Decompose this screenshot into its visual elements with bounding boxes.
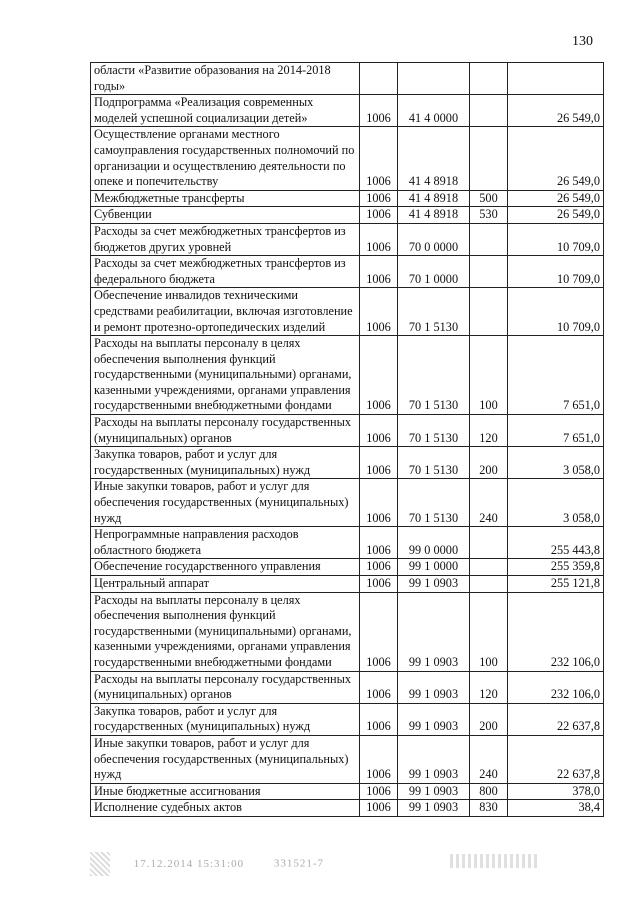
expense-name-cell: Закупка товаров, работ и услуг для государственных (муниципальных) нужд: [91, 447, 360, 479]
amount-cell: 26 549,0: [508, 127, 604, 190]
amount-cell: 26 549,0: [508, 190, 604, 207]
section-code-cell: 1006: [360, 559, 398, 576]
amount-cell: 26 549,0: [508, 95, 604, 127]
expense-type-cell: 240: [470, 735, 508, 783]
target-article-cell: 99 1 0903: [398, 592, 470, 671]
section-code-cell: 1006: [360, 95, 398, 127]
amount-cell: 255 359,8: [508, 559, 604, 576]
section-code-cell: 1006: [360, 735, 398, 783]
target-article-cell: 41 4 8918: [398, 207, 470, 224]
amount-cell: [508, 63, 604, 95]
table-row: [91, 336, 604, 415]
section-code-cell: 1006: [360, 415, 398, 447]
expense-type-cell: [470, 288, 508, 336]
table-row: [91, 671, 604, 703]
table-row: [91, 576, 604, 593]
expense-name-cell: Расходы на выплаты персоналу в целях обеспечения выполнения функций государственными (муниципальными) органами, казенными учреждениями, органами управления государственными внебюджетными фондами: [91, 336, 360, 415]
amount-cell: 10 709,0: [508, 223, 604, 255]
expense-name-cell: Закупка товаров, работ и услуг для государственных (муниципальных) нужд: [91, 703, 360, 735]
table-row: [91, 479, 604, 527]
amount-cell: 7 651,0: [508, 415, 604, 447]
table-row: [91, 207, 604, 224]
target-article-cell: 70 1 5130: [398, 288, 470, 336]
target-article-cell: 99 0 0000: [398, 527, 470, 559]
expense-name-cell: Иные бюджетные ассигнования: [91, 783, 360, 800]
amount-cell: 22 637,8: [508, 703, 604, 735]
section-code-cell: 1006: [360, 671, 398, 703]
expense-type-cell: 240: [470, 479, 508, 527]
table-row: [91, 63, 604, 95]
section-code-cell: 1006: [360, 256, 398, 288]
expense-type-cell: [470, 223, 508, 255]
table-row: [91, 415, 604, 447]
target-article-cell: 70 1 5130: [398, 415, 470, 447]
expense-type-cell: [470, 256, 508, 288]
expense-type-cell: 200: [470, 447, 508, 479]
expense-type-cell: 830: [470, 800, 508, 817]
faded-mark: [450, 854, 540, 868]
table-row: [91, 559, 604, 576]
section-code-cell: 1006: [360, 336, 398, 415]
table-row: [91, 127, 604, 190]
table-row: [91, 783, 604, 800]
scan-footer: [90, 852, 324, 876]
table-row: [91, 800, 604, 817]
table-row: [91, 190, 604, 207]
footer-date: 17.12.2014 15:31:00: [133, 857, 245, 870]
amount-cell: 26 549,0: [508, 207, 604, 224]
target-article-cell: 99 1 0903: [398, 703, 470, 735]
section-code-cell: 1006: [360, 527, 398, 559]
section-code-cell: 1006: [360, 127, 398, 190]
section-code-cell: 1006: [360, 288, 398, 336]
expense-name-cell: Иные закупки товаров, работ и услуг для обеспечения государственных (муниципальных) нужд: [91, 479, 360, 527]
expense-name-cell: Обеспечение инвалидов техническими средствами реабилитации, включая изготовление и ремонт протезно-ортопедических изделий: [91, 288, 360, 336]
table-row: [91, 223, 604, 255]
target-article-cell: 70 1 0000: [398, 256, 470, 288]
section-code-cell: 1006: [360, 800, 398, 817]
amount-cell: 255 443,8: [508, 527, 604, 559]
amount-cell: 232 106,0: [508, 592, 604, 671]
amount-cell: 7 651,0: [508, 336, 604, 415]
target-article-cell: 41 4 8918: [398, 190, 470, 207]
section-code-cell: 1006: [360, 447, 398, 479]
page-number: 130: [572, 34, 593, 49]
expense-type-cell: [470, 95, 508, 127]
expense-type-cell: [470, 576, 508, 593]
amount-cell: 3 058,0: [508, 447, 604, 479]
expense-type-cell: [470, 63, 508, 95]
table-row: [91, 735, 604, 783]
expense-name-cell: Подпрограмма «Реализация современных моделей успешной социализации детей»: [91, 95, 360, 127]
expense-type-cell: 200: [470, 703, 508, 735]
expense-type-cell: 100: [470, 592, 508, 671]
expense-type-cell: [470, 127, 508, 190]
stamp-icon: [90, 852, 110, 876]
amount-cell: 10 709,0: [508, 288, 604, 336]
expense-name-cell: Расходы на выплаты персоналу государственных (муниципальных) органов: [91, 415, 360, 447]
section-code-cell: 1006: [360, 783, 398, 800]
target-article-cell: [398, 63, 470, 95]
budget-table: [90, 62, 604, 817]
target-article-cell: 41 4 0000: [398, 95, 470, 127]
target-article-cell: 99 1 0903: [398, 783, 470, 800]
section-code-cell: 1006: [360, 207, 398, 224]
section-code-cell: 1006: [360, 479, 398, 527]
amount-cell: 38,4: [508, 800, 604, 817]
target-article-cell: 70 1 5130: [398, 479, 470, 527]
target-article-cell: 99 1 0000: [398, 559, 470, 576]
target-article-cell: 99 1 0903: [398, 576, 470, 593]
section-code-cell: 1006: [360, 190, 398, 207]
expense-name-cell: Расходы за счет межбюджетных трансфертов из бюджетов других уровней: [91, 223, 360, 255]
table-row: [91, 703, 604, 735]
expense-name-cell: Обеспечение государственного управления: [91, 559, 360, 576]
table-row: [91, 256, 604, 288]
expense-name-cell: Межбюджетные трансферты: [91, 190, 360, 207]
section-code-cell: 1006: [360, 576, 398, 593]
expense-name-cell: Осуществление органами местного самоуправления государственных полномочий по организации и осуществлению деятельности по опеке и попечительству: [91, 127, 360, 190]
target-article-cell: 99 1 0903: [398, 735, 470, 783]
table-row: [91, 592, 604, 671]
expense-type-cell: [470, 559, 508, 576]
budget-table-body: [91, 63, 604, 817]
expense-name-cell: Расходы за счет межбюджетных трансфертов из федерального бюджета: [91, 256, 360, 288]
expense-name-cell: Расходы на выплаты персоналу государственных (муниципальных) органов: [91, 671, 360, 703]
target-article-cell: 99 1 0903: [398, 671, 470, 703]
footer-code: 331521-7: [273, 857, 325, 870]
expense-name-cell: области «Развитие образования на 2014-2018 годы»: [91, 63, 360, 95]
target-article-cell: 41 4 8918: [398, 127, 470, 190]
table-row: [91, 288, 604, 336]
expense-name-cell: Непрограммные направления расходов областного бюджета: [91, 527, 360, 559]
table-row: [91, 95, 604, 127]
section-code-cell: 1006: [360, 703, 398, 735]
amount-cell: 3 058,0: [508, 479, 604, 527]
expense-name-cell: Иные закупки товаров, работ и услуг для обеспечения государственных (муниципальных) нужд: [91, 735, 360, 783]
amount-cell: 232 106,0: [508, 671, 604, 703]
expense-name-cell: Исполнение судебных актов: [91, 800, 360, 817]
target-article-cell: 99 1 0903: [398, 800, 470, 817]
expense-type-cell: [470, 527, 508, 559]
expense-type-cell: 500: [470, 190, 508, 207]
table-row: [91, 447, 604, 479]
expense-name-cell: Центральный аппарат: [91, 576, 360, 593]
section-code-cell: 1006: [360, 223, 398, 255]
section-code-cell: [360, 63, 398, 95]
amount-cell: 255 121,8: [508, 576, 604, 593]
expense-type-cell: 800: [470, 783, 508, 800]
target-article-cell: 70 1 5130: [398, 336, 470, 415]
expense-type-cell: 120: [470, 415, 508, 447]
table-row: [91, 527, 604, 559]
amount-cell: 22 637,8: [508, 735, 604, 783]
expense-name-cell: Расходы на выплаты персоналу в целях обеспечения выполнения функций государственными (муниципальными) органами, казенными учреждениями, органами управления государственными внебюджетными фондами: [91, 592, 360, 671]
amount-cell: 378,0: [508, 783, 604, 800]
expense-type-cell: 100: [470, 336, 508, 415]
expense-type-cell: 120: [470, 671, 508, 703]
expense-name-cell: Субвенции: [91, 207, 360, 224]
target-article-cell: 70 0 0000: [398, 223, 470, 255]
amount-cell: 10 709,0: [508, 256, 604, 288]
target-article-cell: 70 1 5130: [398, 447, 470, 479]
expense-type-cell: 530: [470, 207, 508, 224]
section-code-cell: 1006: [360, 592, 398, 671]
